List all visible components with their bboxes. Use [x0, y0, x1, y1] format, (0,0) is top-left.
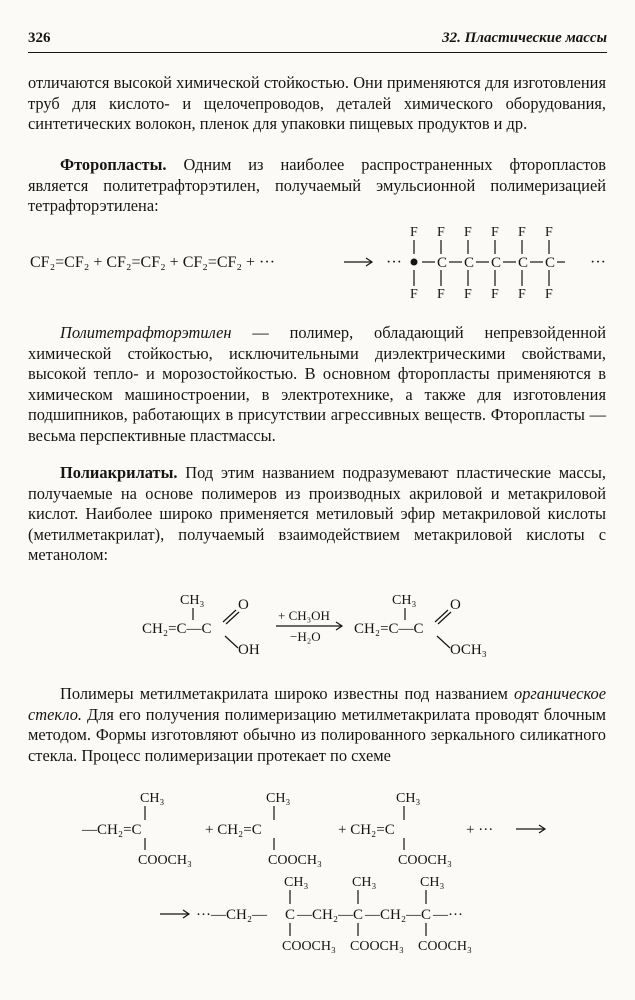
section-title: 32. Пластические массы	[442, 30, 607, 46]
eq3-chain-link-2: —CH₂—	[365, 907, 422, 923]
eq2-methoxy: OCH₃	[450, 642, 487, 658]
eq3-methyl-a: CH₃	[140, 791, 165, 806]
eq1-dots-right: ···	[590, 254, 606, 271]
eq1-fluorine-top-1: F	[410, 225, 418, 240]
eq2-left-carbonyl-o: O	[238, 597, 249, 613]
paragraph-polyacrylates-text: Под этим названием подразумевают пластические массы, получаемые на основе полимеров из производных акриловой и метакриловой кислот. Наиболее широко применяется метиловый эфир метакриловой кислоты (метилметакрилат), получаемый взаимодействием метакриловой кислоты с метанолом:	[28, 463, 606, 564]
eq3-polymer-methyl-3: CH₃	[420, 875, 445, 890]
equation-pmma-polymerization	[0, 786, 635, 966]
eq2-right-carbonyl-o: O	[450, 597, 461, 613]
eq1-chain-carbon-4: C	[491, 255, 502, 271]
eq3-chain-link-1: —CH₂—	[297, 907, 354, 923]
eq1-chain-carbon-5: C	[518, 255, 529, 271]
eq1-chain-carbon-3: C	[464, 255, 475, 271]
term-organic-glass: органическое стекло.	[28, 684, 606, 724]
paragraph-ptfe	[28, 323, 606, 446]
eq3-polymer-ester-1: COOCH₃	[282, 939, 336, 954]
eq3-polymer-methyl-2: CH₃	[352, 875, 377, 890]
eq3-monomer-b: + CH₂=C	[205, 822, 262, 838]
eq3-continuation: + ···	[466, 822, 494, 838]
eq1-fluorine-bottom-4: F	[491, 287, 499, 302]
equation-ptfe-polymerization	[0, 222, 635, 302]
eq1-fluorine-bottom-5: F	[518, 287, 526, 302]
eq3-ester-a: COOCH₃	[138, 853, 192, 868]
eq2-left-skeleton: CH₂=C—C	[142, 621, 212, 637]
eq3-polymer-methyl-1: CH₃	[284, 875, 309, 890]
term-ptfe: Политетрафторэтилен	[60, 323, 232, 342]
eq1-fluorine-top-2: F	[437, 225, 445, 240]
running-header	[28, 30, 607, 53]
eq2-reagent: + CH₃OH	[278, 608, 330, 623]
eq3-polymer-ester-2: COOCH₃	[350, 939, 404, 954]
eq3-polymer-c-2: C	[353, 907, 364, 923]
equation-mma-synthesis	[0, 590, 635, 670]
eq1-fluorine-top-4: F	[491, 225, 499, 240]
eq2-left-methyl: CH₃	[180, 593, 205, 608]
eq2-left-oh-bond	[225, 636, 238, 648]
eq1-dots-left: ···	[386, 254, 402, 271]
eq1-fluorine-bottom-1: F	[410, 287, 418, 302]
eq3-polymer-c-3: C	[421, 907, 432, 923]
eq1-chain-carbon-6: C	[545, 255, 556, 271]
eq1-fluorine-top-5: F	[518, 225, 526, 240]
eq2-right-methyl: CH₃	[392, 593, 417, 608]
eq3-polymer-ester-3: COOCH₃	[418, 939, 472, 954]
eq1-chain-carbon-2: C	[437, 255, 448, 271]
eq1-fluorine-top-3: F	[464, 225, 472, 240]
eq1-chain	[410, 225, 565, 302]
page-number: 326	[28, 30, 51, 46]
paragraph-chemical-resistance: отличаются высокой химической стойкостью. Они применяются для изготовления труб для кислото- и щелочепроводов, деталей химического оборудования, синтетических волокон, пленок для упаковки пищевых продуктов и др.	[28, 73, 606, 133]
paragraph-organic-glass-b: Для его получения полимеризацию метилметакрилата проводят блочным методом. Формы изготовляют обычно из полированного зеркального силикатного стекла. Процесс полимеризации протекает по схеме	[28, 704, 606, 765]
eq3-monomer-a: —CH₂=C	[82, 822, 142, 838]
eq1-fluorine-top-6: F	[545, 225, 553, 240]
eq3-ester-c: COOCH₃	[398, 853, 452, 868]
eq2-byproduct: −H₂O	[290, 629, 321, 644]
eq2-hydroxyl: OH	[238, 642, 260, 658]
paragraph-fluoroplastics-text: Одним из наиболее распространенных фторопластов является политетрафторэтилен, получаемый эмульсионной полимеризацией тетрафторэтилена:	[28, 155, 606, 215]
eq1-chain-radical-dot	[411, 259, 418, 266]
eq2-right-ome-bond	[437, 636, 450, 648]
eq3-chain-prefix: ···—CH₂—	[196, 907, 268, 923]
eq1-fluorine-bottom-6: F	[545, 287, 553, 302]
eq3-monomer-c: + CH₂=C	[338, 822, 395, 838]
paragraph-polyacrylates	[28, 463, 606, 566]
eq1-reactants: CF₂=CF₂ + CF₂=CF₂ + CF₂=CF₂ + ···	[30, 254, 276, 271]
eq1-fluorine-bottom-2: F	[437, 287, 445, 302]
eq1-fluorine-bottom-3: F	[464, 287, 472, 302]
eq3-ester-b: COOCH₃	[268, 853, 322, 868]
term-fluoroplastics: Фторопласты.	[60, 155, 167, 174]
paragraph-fluoroplastics	[28, 155, 606, 217]
eq3-polymer-c-1: C	[285, 907, 296, 923]
paragraph-organic-glass	[28, 684, 606, 766]
paragraph-ptfe-text: — полимер, обладающий непревзойденной химической стойкостью, исключительными диэлектрическими свойствами, высокой тепло- и морозостойкостью. В основном фторопласты применяются в химическом машиностроении, в электротехнике, а также для изготовления подшипников, работающих в присутствии агрессивных веществ. Фторопласты — весьма перспективные пластмассы.	[28, 323, 606, 445]
paragraph-organic-glass-a: Полимеры метилметакрилата широко известны под названием	[60, 684, 515, 703]
eq2-right-skeleton: CH₂=C—C	[354, 621, 424, 637]
eq3-chain-suffix: —···	[433, 907, 463, 923]
eq3-methyl-b: CH₃	[266, 791, 291, 806]
term-polyacrylates: Полиакрилаты.	[60, 463, 178, 482]
eq3-methyl-c: CH₃	[396, 791, 421, 806]
